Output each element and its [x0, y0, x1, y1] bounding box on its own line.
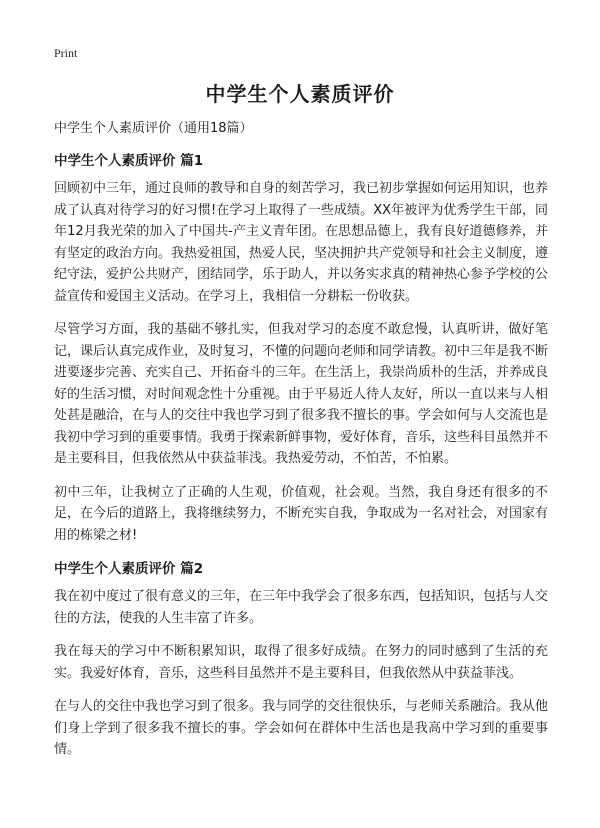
section-2	[54, 558, 548, 761]
paragraph: 回顾初中三年，通过良师的教导和自身的刻苦学习，我已初步掌握如何运用知识，也养成了认真对待学习的好习惯!在学习上取得了一些成绩。XX年被评为优秀学生干部，同年12月我光荣的加入了中国共-产主义青年团。在思想品德上，我有良好道德修养，并有坚定的政治方向。我热爱祖国，热爱人民，坚决拥护共产党领导和社会主义制度，遵纪守法，爱护公共财产，团结同学，乐于助人，并以务实求真的精神热心参予学校的公益宣传和爱国主义活动。在学习上，我相信一分耕耘一份收获。	[54, 181, 549, 304]
paragraph: 初中三年，让我树立了正确的人生观，价值观，社会观。当然，我自身还有很多的不足，在今后的道路上，我将继续努力，不断充实自我，争取成为一名对社会，对国家有用的栋梁之材!	[54, 484, 549, 543]
section-1	[54, 150, 548, 546]
section-heading: 中学生个人素质评价 篇1	[54, 153, 204, 169]
paragraph: 在与人的交往中我也学习到了很多。我与同学的交往很快乐，与老师关系融洽。我从他们身上学到了很多我不擅长的事。学会如何在群体中生活也是我高中学习到的重要事情。	[54, 699, 549, 757]
article-body	[54, 118, 548, 773]
paragraph: 我在初中度过了很有意义的三年，在三年中我学会了很多东西，包括知识，包括与人交往的方法，使我的人生丰富了许多。	[54, 589, 549, 626]
paragraph: 我在每天的学习中不断积累知识，取得了很多好成绩。在努力的同时感到了生活的充实。我爱好体育，音乐，这些科目虽然并不是主要科目，但我依然从中获益菲浅。	[54, 644, 548, 681]
page-title: 中学生个人素质评价	[205, 82, 395, 106]
article-subtitle: 中学生个人素质评价（通用18篇）	[54, 121, 253, 136]
print-link[interactable]: Print	[54, 46, 78, 60]
section-heading: 中学生个人素质评价 篇2	[54, 561, 204, 577]
paragraph: 尽管学习方面，我的基础不够扎实，但我对学习的态度不敢怠慢，认真听讲，做好笔记，课后认真完成作业，及时复习，不懂的问题向老师和同学请教。初中三年是我不断进要逐步完善、充实自己、开拓奋斗的三年。在生活上，我崇尚质朴的生活，并养成良好的生活习惯，对时间观念性十分重视。由于平易近人待人友好，所以一直以来与人相处甚是融洽，在与人的交往中我也学习到了很多我不擅长的事。学会如何与人交流也是我初中学习到的重要事情。我勇于探索新鲜事物，爱好体育，音乐，这些科目虽然并不是主要科目，但我依然从中获益菲浅。我热爱劳动，不怕苦，不怕累。	[54, 322, 549, 466]
